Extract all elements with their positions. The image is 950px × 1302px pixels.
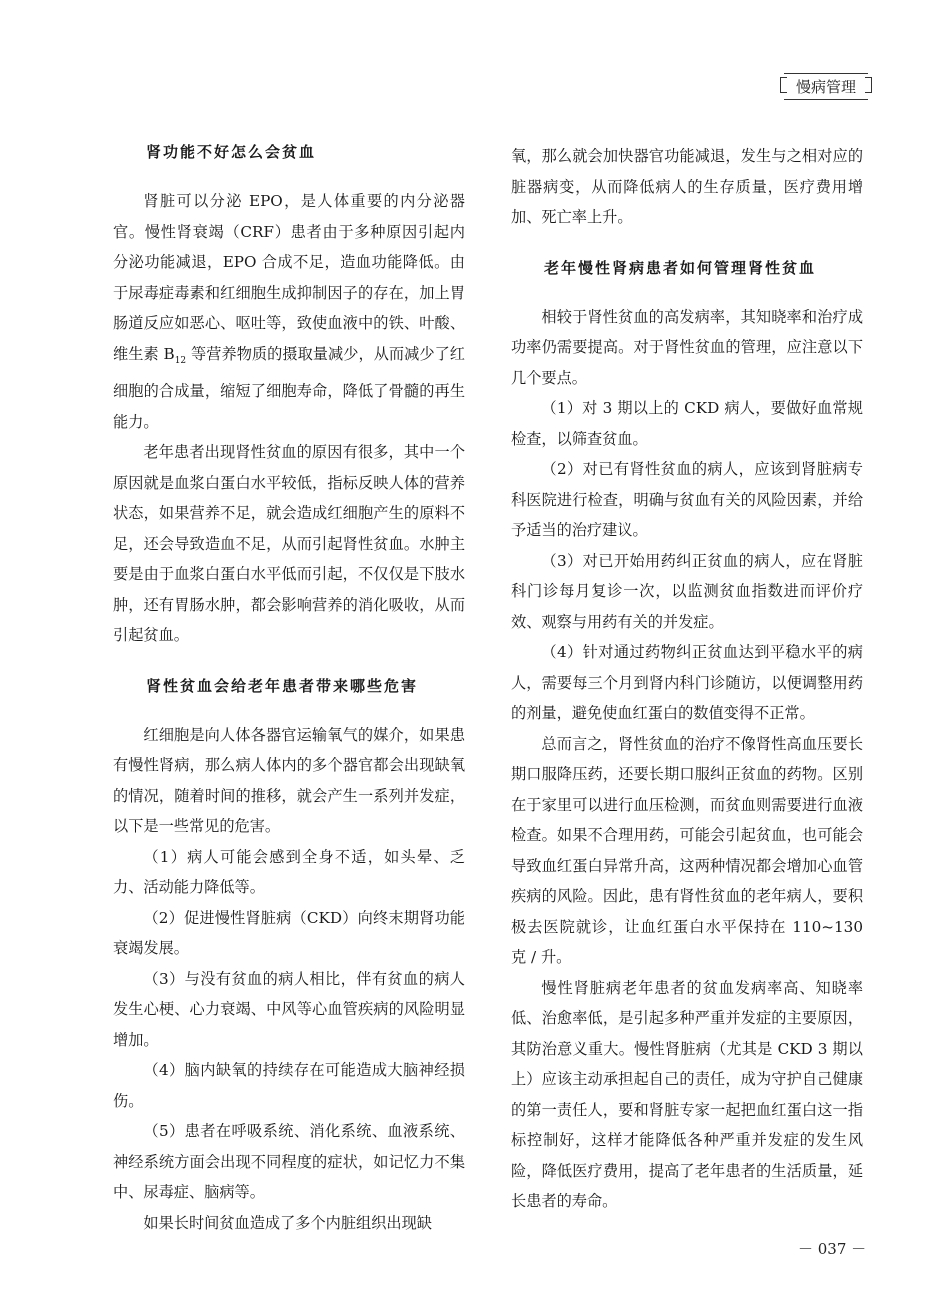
list-item: （4）脑内缺氧的持续存在可能造成大脑神经损伤。	[113, 1061, 465, 1110]
paragraph: 如果长时间贫血造成了多个内脏组织出现缺	[143, 1213, 432, 1232]
list-item: （3）与没有贫血的病人相比，伴有贫血的病人发生心梗、心力衰竭、中风等心血管疾病的风险明显增加。	[113, 969, 465, 1049]
heading-kidney-anemia-cause: 肾功能不好怎么会贫血	[146, 143, 317, 161]
list-item: （3）对已开始用药纠正贫血的病人，应在肾脏科门诊每月复诊一次，以监测贫血指数进而评价疗效、观察与用药有关的并发症。	[511, 551, 863, 631]
paragraph: 总而言之，肾性贫血的治疗不像肾性高血压要长期口服降压药，还要长期口服纠正贫血的药物。区别在于家里可以进行血压检测，而贫血则需要进行血液检查。如果不合理用药，可能会引起贫血，也可能会导致血红蛋白异常升高，这两种情况都会增加心血管疾病的风险。因此，患有肾性贫血的老年病人，要积极去医院就诊，让血红蛋白水平保持在 110~130 克 / 升。	[511, 734, 863, 966]
section-tag	[776, 70, 876, 102]
list-item: （2）促进慢性肾脏病（CKD）向终末期肾功能衰竭发展。	[113, 908, 465, 958]
list-item: （2）对已有肾性贫血的病人，应该到肾脏病专科医院进行检查，明确与贫血有关的风险因素，并给予适当的治疗建议。	[511, 460, 863, 539]
page-number: － 037 －	[798, 1240, 867, 1258]
list-item: （5）患者在呼吸系统、消化系统、血液系统、神经系统方面会出现不同程度的症状，如记忆力不集中、尿毒症、脑病等。	[113, 1122, 465, 1202]
paragraph: 红细胞是向人体各器官运输氧气的媒介，如果患有慢性肾病，那么病人体内的多个器官都会出现缺氧的情况，随着时间的推移，就会产生一系列并发症，以下是一些常见的危害。	[113, 725, 465, 836]
heading-anemia-harms: 肾性贫血会给老年患者带来哪些危害	[146, 676, 419, 695]
subscript: 12	[174, 355, 187, 366]
list-item: （1）对 3 期以上的 CKD 病人，要做好血常规检查，以筛查贫血。	[511, 399, 863, 448]
list-item: （1）病人可能会感到全身不适，如头晕、乏力、活动能力降低等。	[113, 847, 465, 897]
paragraph: 慢性肾脏病老年患者的贫血发病率高、知晓率低、治愈率低，是引起多种严重并发症的主要原因，其防治意义重大。慢性肾脏病（尤其是 CKD 3 期以上）应该主动承担起自己的责任，成为守护自己健康的第一责任人，要和肾脏专家一起把血红蛋白这一指标控制好，这样才能降低各种严重并发症的发生风险，降低医疗费用，提高了老年患者的生活质量，延长患者的寿命。	[511, 978, 863, 1210]
paragraph	[113, 186, 465, 437]
paragraph-text: 等营养物质的摄取量减少，从而减少了红细胞的合成量，缩短了细胞寿命，降低了骨髓的再生能力。	[113, 344, 465, 431]
list-item: （4）针对通过药物纠正贫血达到平稳水平的病人，需要每三个月到肾内科门诊随访，以便调整用药的剂量，避免使血红蛋白的数值变得不正常。	[511, 643, 863, 722]
section-label: 慢病管理	[784, 73, 868, 100]
heading-anemia-management: 老年慢性肾病患者如何管理肾性贫血	[544, 258, 817, 277]
left-column	[113, 141, 465, 1238]
paragraph-text: 肾脏可以分泌 EPO，是人体重要的内分泌器官。慢性肾衰竭（CRF）患者由于多种原因引起内分泌功能减退，EPO 合成不足，造血功能降低。由于尿毒症毒素和红细胞生成抑制因子的存在，加上胃肠道反应如恶心、呕吐等，致使血液中的铁、叶酸、维生素 B	[113, 192, 465, 363]
paragraph: 相较于肾性贫血的高发病率，其知晓率和治疗成功率仍需要提高。对于肾性贫血的管理，应注意以下几个要点。	[511, 307, 863, 387]
right-column	[511, 141, 863, 1217]
paragraph-continued: 氧，那么就会加快器官功能减退，发生与之相对应的脏器病变，从而降低病人的生存质量，医疗费用增加、死亡率上升。	[511, 147, 863, 226]
paragraph: 老年患者出现肾性贫血的原因有很多，其中一个原因就是血浆白蛋白水平较低，指标反映人体的营养状态，如果营养不足，就会造成红细胞产生的原料不足，还会导致造血不足，从而引起肾性贫血。水肿主要是由于血浆白蛋白水平低而引起，不仅仅是下肢水肿，还有胃肠水肿，都会影响营养的消化吸收，从而引起贫血。	[113, 443, 465, 645]
